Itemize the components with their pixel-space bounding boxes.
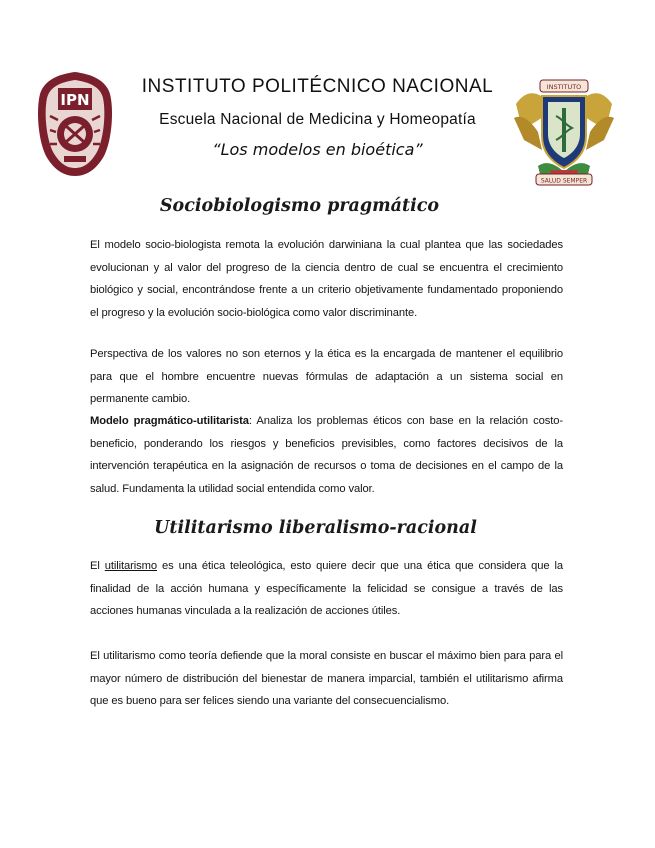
paragraph — [90, 410, 563, 500]
paragraph-body: : Analiza los problemas éticos con base en la relación costo-beneficio, ponderando los riesgos y beneficios previsibles, como factores decisivos de la intervención terapéutica en la asignación de recursos o toma de decisiones en el campo de la salud. Fundamenta la utilidad social entendida como valor. — [90, 415, 564, 495]
paragraph: El modelo socio-biologista remota la evolución darwiniana la cual plantea que las sociedades evolucionan y al valor del progreso de la ciencia dentro de cual se encuentra el crecimiento biológico y social, encontrándose frente a un criterio objetivamente fundamentado proponiendo el progreso y la evolución socio-biológica como valor discriminante. — [90, 239, 563, 319]
school-coat-of-arms-icon — [512, 74, 616, 188]
paragraph-body: es una ética teleológica, esto quiere decir que una ética que considera que la finalidad de la acción humana y específicamente la felicidad se consigue a través de las acciones humanas vinculada a la realización de acciones útiles. — [90, 560, 563, 617]
coat-banner-bottom-text: SALUD SEMPER — [540, 177, 588, 185]
paragraph: El utilitarismo como teoría defiende que la moral consiste en buscar el máximo bien para para el mayor número de distribución del bienestar de manera imparcial, también el utilitarismo afirma que es bueno para ser felices siendo una variante del consecuencialismo. — [90, 650, 563, 707]
paragraph: Perspectiva de los valores no son eternos y la ética es la encargada de mantener el equilibrio para que el hombre encuentre nuevas fórmulas de adaptación a un sistema social en permanente cambio. — [90, 348, 563, 405]
coat-banner-top-text: INSTITUTO — [546, 83, 582, 91]
school-title: Escuela Nacional de Medicina y Homeopatía — [159, 111, 476, 128]
ipn-seal-icon — [36, 70, 114, 178]
utilitarismo-link[interactable]: utilitarismo — [104, 560, 157, 572]
paragraph — [90, 555, 563, 623]
ipn-seal-text: IPN — [60, 91, 90, 109]
paragraph-lead-term: Modelo pragmático-utilitarista — [90, 415, 249, 427]
document-topic: “Los modelos en bioética” — [212, 140, 423, 159]
section-title-utilitarismo: Utilitarismo liberalismo-racional — [154, 518, 477, 538]
section-title-sociobiologismo: Sociobiologismo pragmático — [159, 196, 440, 216]
institution-title: INSTITUTO POLITÉCNICO NACIONAL — [141, 76, 494, 97]
paragraph-prefix: El — [90, 560, 105, 572]
